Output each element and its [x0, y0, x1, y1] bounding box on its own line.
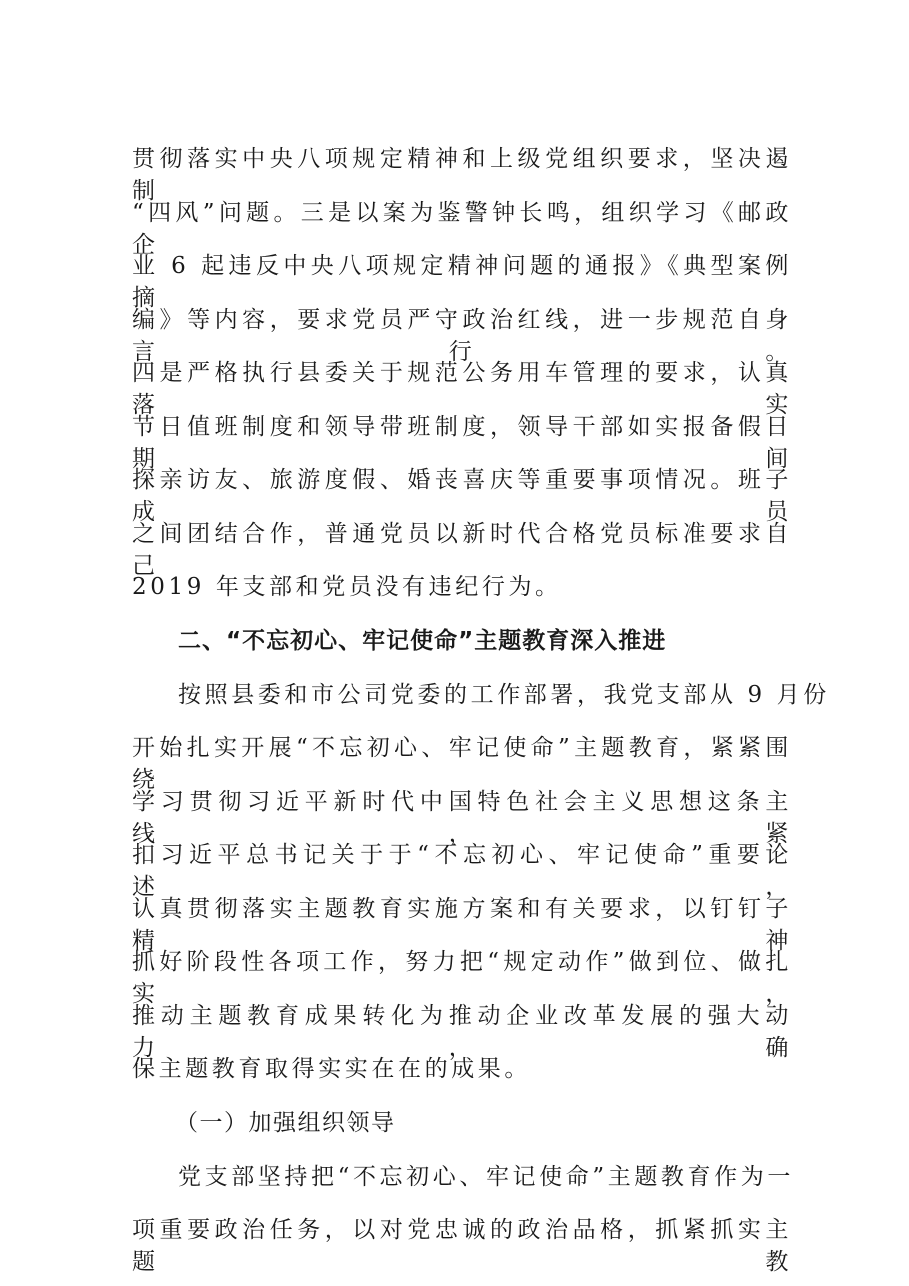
paragraph-line: 之间团结合作，普通党员以新时代合格党员标准要求自己	[132, 521, 792, 579]
paragraph-line: 推动主题教育成果转化为推动企业改革发展的强大动力，确	[132, 1003, 792, 1061]
paragraph-line: 学习贯彻习近平新时代中国特色社会主义思想这条主线，紧	[132, 789, 792, 847]
paragraph-line: 开始扎实开展“不忘初心、牢记使命”主题教育，紧紧围绕	[132, 735, 792, 793]
paragraph-line: 节日值班制度和领导带班制度，领导干部如实报备假日期间	[132, 414, 792, 472]
section-heading: 二、“不忘初心、牢记使命”主题教育深入推进	[178, 628, 667, 654]
paragraph-line: “四风”问题。三是以案为鉴警钟长鸣，组织学习《邮政企	[132, 200, 792, 258]
paragraph-line: 按照县委和市公司党委的工作部署，我党支部从 9 月份	[178, 682, 830, 708]
paragraph-line: 认真贯彻落实主题教育实施方案和有关要求，以钉钉子精神	[132, 896, 792, 954]
paragraph-line: 保主题教育取得实实在在的成果。	[132, 1056, 531, 1082]
paragraph-line: 2019 年支部和党员没有违纪行为。	[132, 574, 562, 600]
paragraph-line: 扣习近平总书记关于于“不忘初心、牢记使命”重要论述，	[132, 842, 792, 900]
paragraph-line: 贯彻落实中央八项规定精神和上级党组织要求，坚决遏制	[132, 146, 792, 204]
subsection-heading: （一）加强组织领导	[175, 1110, 396, 1136]
paragraph-line: 编》等内容，要求党员严守政治红线，进一步规范自身言行。	[132, 307, 792, 365]
paragraph-line: 党支部坚持把“不忘初心、牢记使命”主题教育作为一	[178, 1164, 794, 1190]
paragraph-line: 四是严格执行县委关于规范公务用车管理的要求，认真落实	[132, 360, 792, 418]
paragraph-line: 业 6 起违反中央八项规定精神问题的通报》《典型案例摘	[132, 253, 792, 311]
paragraph-line: 项重要政治任务，以对党忠诚的政治品格，抓紧抓实主题教	[132, 1217, 792, 1275]
paragraph-line: 探亲访友、旅游度假、婚丧喜庆等重要事项情况。班子成员	[132, 467, 792, 525]
paragraph-line: 抓好阶段性各项工作，努力把“规定动作”做到位、做扎实，	[132, 949, 792, 1007]
